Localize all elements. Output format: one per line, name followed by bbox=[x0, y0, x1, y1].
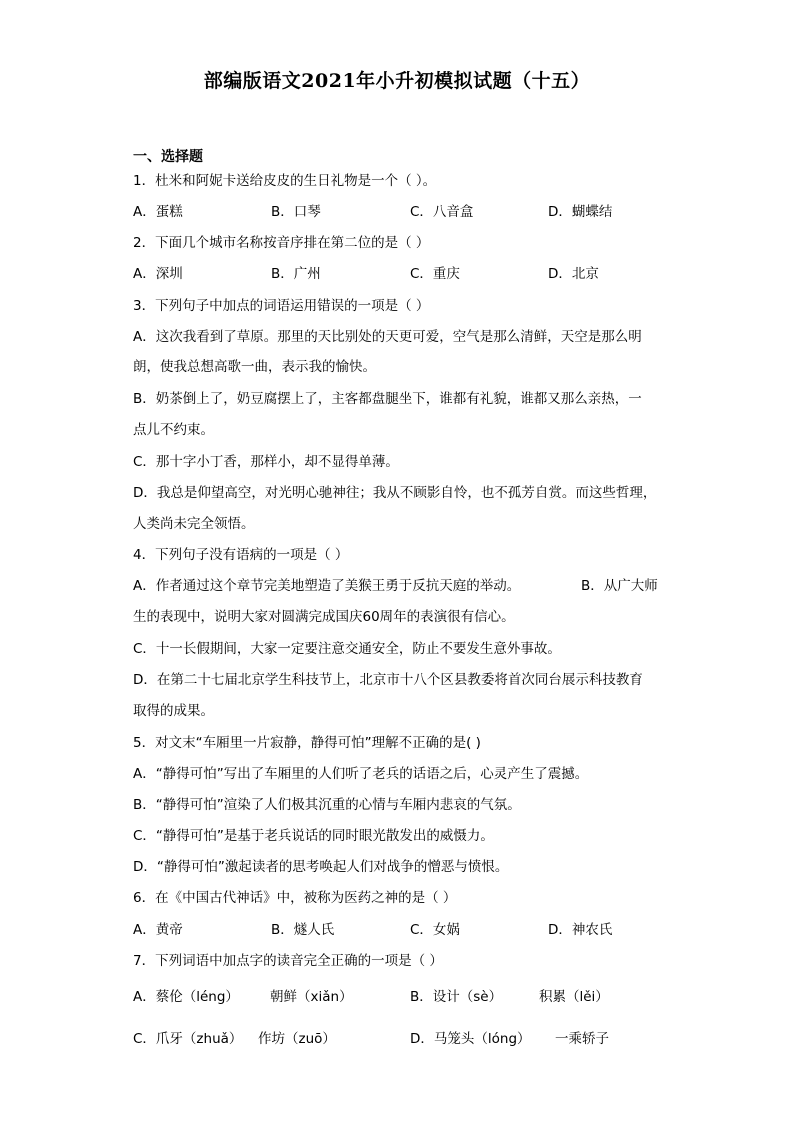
question-5-option-c: C．“静得可怕”是基于老兵说话的同时眼光散发出的威慑力。 bbox=[133, 828, 494, 844]
question-3-option-b: B．奶茶倒上了，奶豆腐摆上了，主客都盘腿坐下，谁都有礼貌，谁都又那么亲热，一 bbox=[133, 391, 642, 407]
question-1-stem: 1．杜米和阿妮卡送给皮皮的生日礼物是一个（ ）。 bbox=[133, 173, 437, 189]
question-1-option-c: C．八音盒 bbox=[410, 204, 474, 220]
question-3-option-b-cont: 点儿不约束。 bbox=[133, 422, 214, 438]
question-3-stem: 3．下列句子中加点的词语运用错误的一项是（ ） bbox=[133, 298, 430, 314]
question-4-option-b: B．从广大师 bbox=[581, 578, 658, 594]
question-7-stem: 7．下列词语中加点字的读音完全正确的一项是（ ） bbox=[133, 953, 443, 969]
question-2-stem: 2．下面几个城市名称按音序排在第二位的是（ ） bbox=[133, 235, 430, 251]
question-4-option-d: D．在第二十七届北京学生科技节上，北京市十八个区县教委将首次同台展示科技教育 bbox=[133, 672, 643, 688]
question-3-option-a: A．这次我看到了草原。那里的天比别处的天更可爱，空气是那么清鲜，天空是那么明 bbox=[133, 329, 642, 345]
question-3-option-a-cont: 朗，使我总想高歌一曲，表示我的愉快。 bbox=[133, 359, 376, 375]
question-5-option-b: B．“静得可怕”渲染了人们极其沉重的心情与车厢内悲哀的气氛。 bbox=[133, 797, 521, 813]
question-7-option-c: C．爪牙（zhuǎ） bbox=[133, 1031, 243, 1047]
question-4-option-a: A．作者通过这个章节完美地塑造了美猴王勇于反抗天庭的举动。 bbox=[133, 578, 521, 594]
question-1-option-d: D．蝴蝶结 bbox=[548, 204, 613, 220]
question-4-stem: 4．下列句子没有语病的一项是（ ） bbox=[133, 547, 349, 563]
question-5-option-d: D．“静得可怕”激起读者的思考唤起人们对战争的憎恶与愤恨。 bbox=[133, 859, 509, 875]
question-5-stem: 5．对文末“车厢里一片寂静，静得可怕”理解不正确的是( ) bbox=[133, 735, 481, 751]
question-3-option-c: C．那十字小丁香，那样小，却不显得单薄。 bbox=[133, 454, 399, 470]
question-4-option-b-cont: 生的表现中，说明大家对圆满完成国庆60周年的表演很有信心。 bbox=[133, 609, 515, 625]
question-5-option-a: A．“静得可怕”写出了车厢里的人们听了老兵的话语之后，心灵产生了震撼。 bbox=[133, 766, 589, 782]
question-3-option-d-cont: 人类尚未完全领悟。 bbox=[133, 516, 255, 532]
question-7-option-b: B．设计（sè） bbox=[410, 989, 503, 1005]
question-3-option-d: D．我总是仰望高空，对光明心驰神往；我从不顾影自怜，也不孤芳自赏。而这些哲理， bbox=[133, 485, 657, 501]
question-2-option-d: D．北京 bbox=[548, 266, 599, 282]
question-6-option-b: B．燧人氏 bbox=[271, 922, 335, 938]
question-7-option-a: A．蔡伦（léng） bbox=[133, 989, 239, 1005]
question-6-stem: 6．在《中国古代神话》中，被称为医药之神的是（ ） bbox=[133, 890, 457, 906]
question-4-option-d-cont: 取得的成果。 bbox=[133, 703, 214, 719]
section-heading: 一、选择题 bbox=[133, 149, 203, 165]
question-7-option-a-word2: 朝鲜（xiǎn） bbox=[270, 989, 353, 1005]
question-6-option-d: D．神农氏 bbox=[548, 922, 613, 938]
page-title: 部编版语文2021年小升初模拟试题（十五） bbox=[203, 70, 591, 92]
question-2-option-b: B．广州 bbox=[271, 266, 321, 282]
question-7-option-b-word2: 积累（lěi） bbox=[539, 989, 609, 1005]
question-7-option-d: D．马笼头（lóng） bbox=[410, 1031, 531, 1047]
question-2-option-a: A．深圳 bbox=[133, 266, 183, 282]
question-1-option-a: A．蛋糕 bbox=[133, 204, 183, 220]
question-4-option-c: C．十一长假期间，大家一定要注意交通安全，防止不要发生意外事故。 bbox=[133, 641, 561, 657]
question-7-option-c-word2: 作坊（zuō） bbox=[258, 1031, 336, 1047]
question-6-option-a: A．黄帝 bbox=[133, 922, 183, 938]
question-1-option-b: B．口琴 bbox=[271, 204, 321, 220]
question-6-option-c: C．女娲 bbox=[410, 922, 460, 938]
question-2-option-c: C．重庆 bbox=[410, 266, 460, 282]
question-7-option-d-word2: 一乘轿子 bbox=[555, 1031, 609, 1047]
